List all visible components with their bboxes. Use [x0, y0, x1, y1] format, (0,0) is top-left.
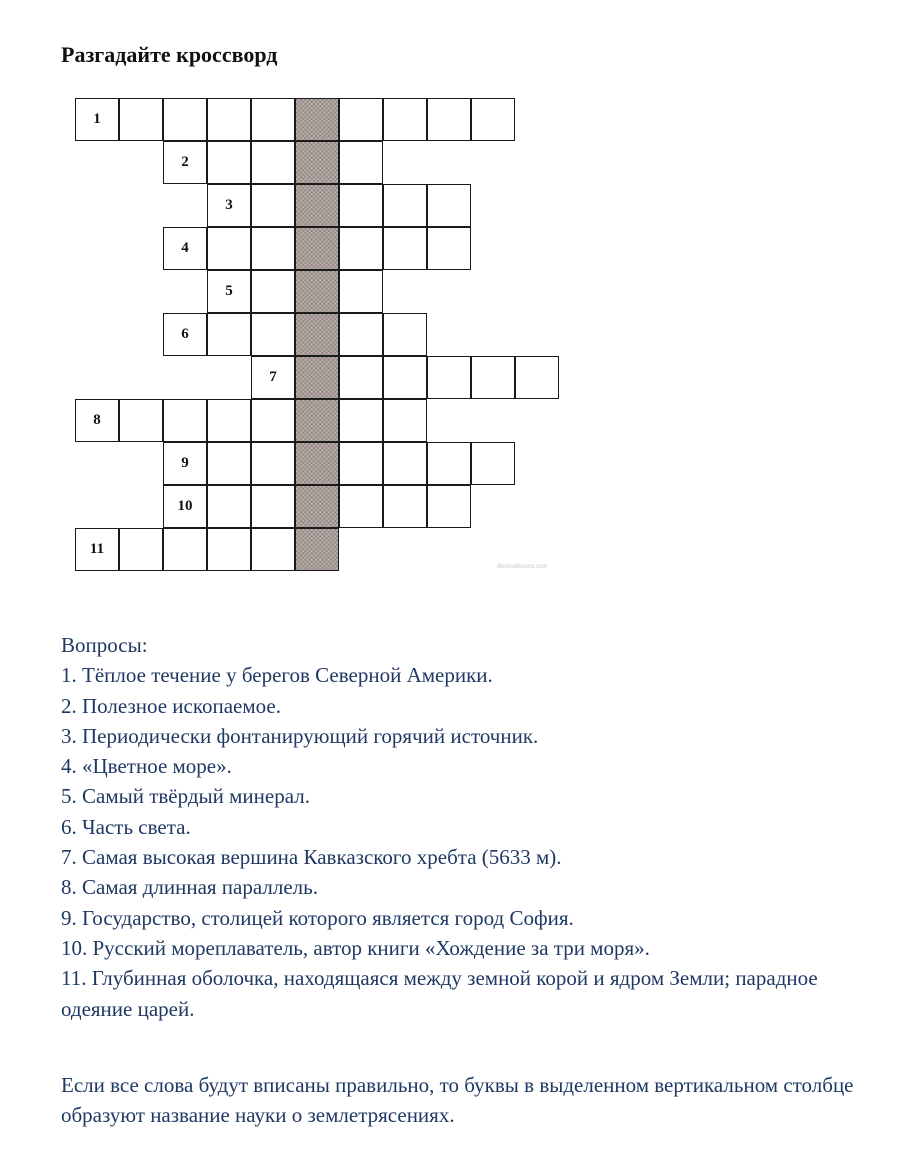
crossword-cell[interactable] — [251, 227, 295, 270]
question-item: 8. Самая длинная параллель. — [61, 875, 318, 900]
crossword-cell[interactable] — [339, 227, 383, 270]
crossword-cell[interactable] — [251, 141, 295, 184]
crossword-key-cell[interactable] — [295, 98, 339, 141]
crossword-key-cell[interactable] — [295, 227, 339, 270]
crossword-cell[interactable] — [207, 399, 251, 442]
clue-number: 5 — [225, 283, 233, 299]
crossword-cell[interactable] — [251, 399, 295, 442]
question-item: 4. «Цветное море». — [61, 754, 232, 779]
crossword-key-cell[interactable] — [295, 141, 339, 184]
crossword-cell[interactable] — [75, 399, 119, 442]
crossword-cell[interactable] — [251, 313, 295, 356]
crossword-cell[interactable] — [163, 442, 207, 485]
crossword-key-cell[interactable] — [295, 399, 339, 442]
crossword-cell[interactable] — [207, 184, 251, 227]
crossword-cell[interactable] — [163, 485, 207, 528]
crossword-key-cell[interactable] — [295, 528, 339, 571]
crossword-cell[interactable] — [471, 356, 515, 399]
crossword-cell[interactable] — [251, 270, 295, 313]
clue-number: 9 — [181, 455, 189, 471]
question-item: 10. Русский мореплаватель, автор книги «Хождение за три моря». — [61, 935, 650, 960]
crossword-cell[interactable] — [339, 98, 383, 141]
crossword-grid — [75, 98, 559, 572]
crossword-cell[interactable] — [339, 485, 383, 528]
crossword-cell[interactable] — [207, 313, 251, 356]
crossword-cell[interactable] — [163, 528, 207, 571]
crossword-cell[interactable] — [383, 98, 427, 141]
crossword-cell[interactable] — [471, 442, 515, 485]
clue-number: 4 — [181, 240, 189, 256]
crossword-cell[interactable] — [383, 227, 427, 270]
crossword-cell[interactable] — [427, 184, 471, 227]
crossword-cell[interactable] — [207, 485, 251, 528]
crossword-cell[interactable] — [383, 442, 427, 485]
crossword-cell[interactable] — [427, 98, 471, 141]
crossword-cell[interactable] — [163, 227, 207, 270]
crossword-cell[interactable] — [427, 442, 471, 485]
crossword-cell[interactable] — [383, 356, 427, 399]
crossword-key-cell[interactable] — [295, 485, 339, 528]
question-item: 7. Самая высокая вершина Кавказского хребта (5633 м). — [61, 845, 562, 870]
crossword-cell[interactable] — [339, 141, 383, 184]
crossword-cell[interactable] — [207, 98, 251, 141]
crossword-cell[interactable] — [163, 141, 207, 184]
crossword-key-cell[interactable] — [295, 442, 339, 485]
crossword-cell[interactable] — [339, 313, 383, 356]
crossword-cell[interactable] — [515, 356, 559, 399]
clue-number: 8 — [93, 412, 101, 428]
crossword-cell[interactable] — [383, 399, 427, 442]
crossword-cell[interactable] — [119, 399, 163, 442]
crossword-cell[interactable] — [119, 528, 163, 571]
clue-number: 11 — [89, 541, 105, 557]
question-item: 11. Глубинная оболочка, находящаяся между земной корой и ядром Земли; парадное одеяние царей. — [61, 966, 818, 1021]
clue-number: 2 — [181, 154, 189, 170]
questions-heading: Вопросы: — [61, 633, 148, 657]
question-item: 5. Самый твёрдый минерал. — [61, 784, 310, 809]
crossword-key-cell[interactable] — [295, 356, 339, 399]
crossword-cell[interactable] — [163, 313, 207, 356]
crossword-cell[interactable] — [251, 184, 295, 227]
crossword-cell[interactable] — [427, 356, 471, 399]
crossword-key-cell[interactable] — [295, 313, 339, 356]
question-item: 1. Тёплое течение у берегов Северной Америки. — [61, 663, 493, 688]
instructions-footer: Если все слова будут вписаны правильно, то буквы в выделенном вертикальном столбце образуют название науки о землетрясениях. — [61, 1073, 854, 1128]
crossword-cell[interactable] — [251, 485, 295, 528]
question-item: 3. Периодически фонтанирующий горячий источник. — [61, 723, 539, 748]
crossword-cell[interactable] — [339, 356, 383, 399]
crossword-cell[interactable] — [75, 528, 119, 571]
crossword-cell[interactable] — [251, 442, 295, 485]
question-item: 6. Часть света. — [61, 814, 191, 839]
crossword-cell[interactable] — [207, 227, 251, 270]
questions-block — [61, 630, 891, 1024]
crossword-cell[interactable] — [251, 356, 295, 399]
crossword-cell[interactable] — [251, 528, 295, 571]
crossword-cell[interactable] — [427, 485, 471, 528]
clue-number: 10 — [177, 498, 193, 514]
page-title: Разгадайте кроссворд — [61, 42, 278, 67]
crossword-cell[interactable] — [383, 313, 427, 356]
crossword-cell[interactable] — [251, 98, 295, 141]
crossword-cell[interactable] — [339, 399, 383, 442]
crossword-cell[interactable] — [163, 98, 207, 141]
crossword-key-cell[interactable] — [295, 270, 339, 313]
clue-number: 6 — [181, 326, 189, 342]
crossword-cell[interactable] — [207, 270, 251, 313]
crossword-key-cell[interactable] — [295, 184, 339, 227]
crossword-cell[interactable] — [163, 399, 207, 442]
crossword-cell[interactable] — [383, 485, 427, 528]
crossword-cell[interactable] — [75, 98, 119, 141]
clue-number: 3 — [225, 197, 233, 213]
crossword-cell[interactable] — [339, 184, 383, 227]
crossword-cell[interactable] — [427, 227, 471, 270]
crossword-cell[interactable] — [207, 141, 251, 184]
question-item: 2. Полезное ископаемое. — [61, 693, 281, 718]
watermark: BeGreBlooms.com — [497, 564, 548, 570]
crossword-cell[interactable] — [207, 442, 251, 485]
crossword-cell[interactable] — [383, 184, 427, 227]
crossword-cell[interactable] — [339, 270, 383, 313]
crossword-cell[interactable] — [339, 442, 383, 485]
crossword-cell[interactable] — [471, 98, 515, 141]
crossword-cell[interactable] — [207, 528, 251, 571]
clue-number: 7 — [269, 369, 277, 385]
question-item: 9. Государство, столицей которого является город София. — [61, 905, 574, 930]
crossword-cell[interactable] — [119, 98, 163, 141]
clue-number: 1 — [93, 111, 101, 127]
